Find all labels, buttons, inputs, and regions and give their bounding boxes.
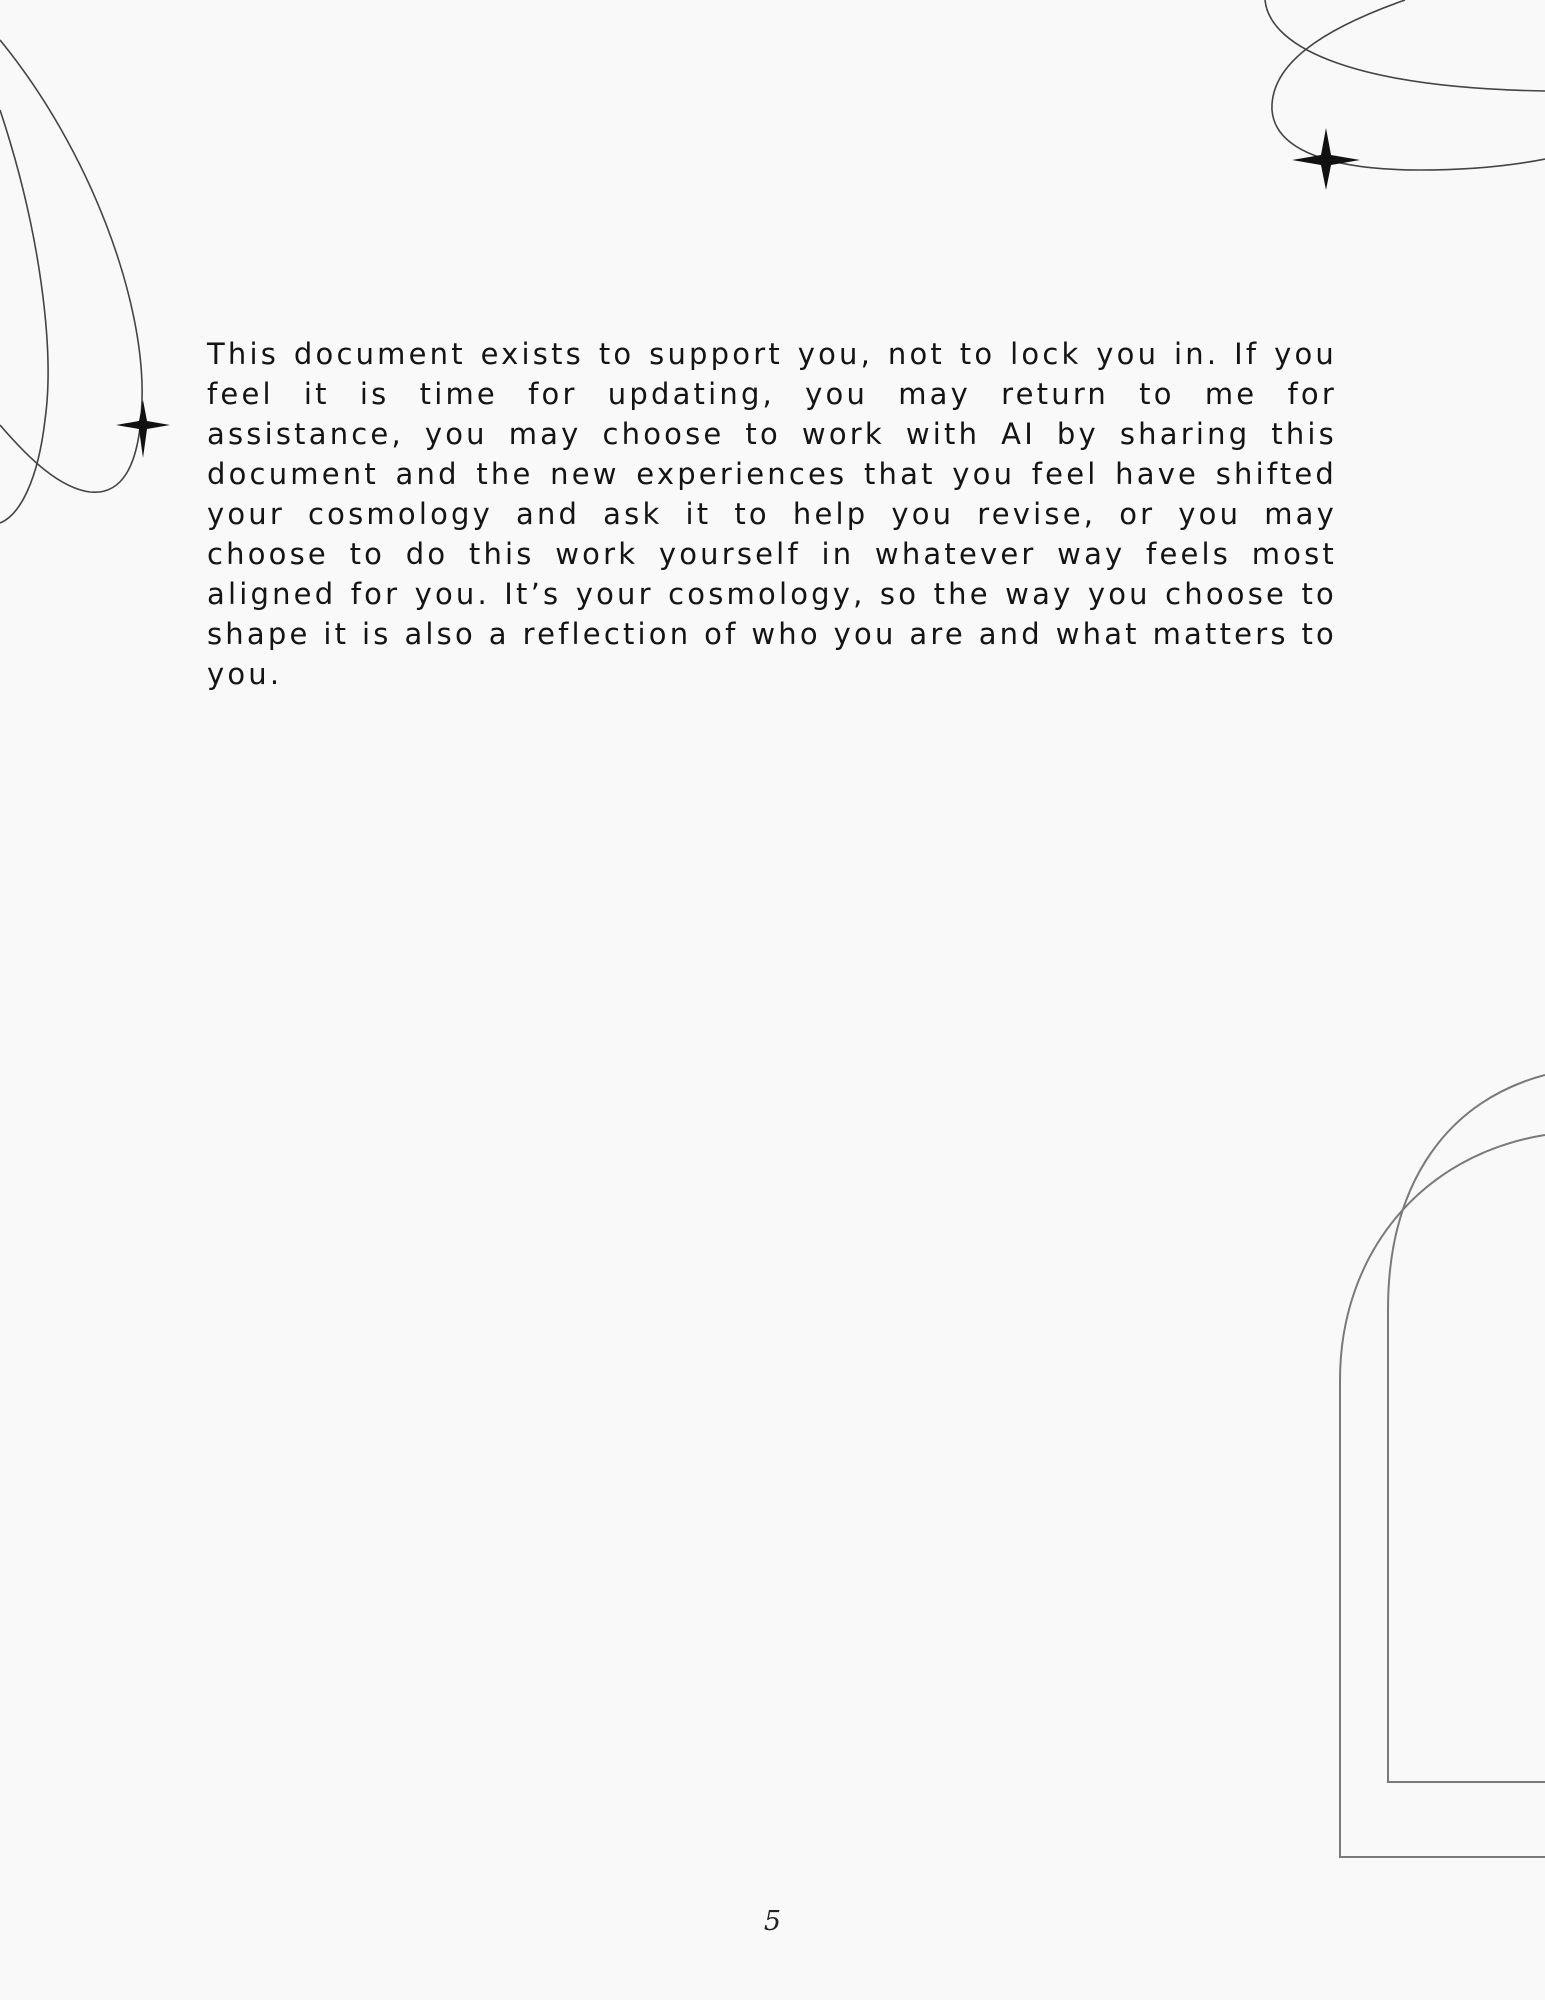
sparkle-top-left-icon	[116, 400, 170, 458]
sparkle-top-right-icon	[1292, 128, 1360, 190]
page-number: 5	[763, 1906, 782, 1937]
orbit-lines-top-left-icon	[0, 40, 142, 523]
orbit-lines-top-right-icon	[1265, 0, 1545, 170]
body-paragraph: This document exists to support you, not to lock you in. If you feel it is time for updating, you may return to me for assistance, you may choose to work with AI by sharing this document and the new experiences that you feel have shifted your cosmology and ask it to help you revise, or you may choose to do this work yourself in whatever way feels most aligned for you. It’s your cosmology, so the way you choose to shape it is also a reflection of who you are and what matters to you.	[207, 337, 1337, 691]
arch-outline-bottom-right-icon	[1340, 1075, 1545, 1857]
